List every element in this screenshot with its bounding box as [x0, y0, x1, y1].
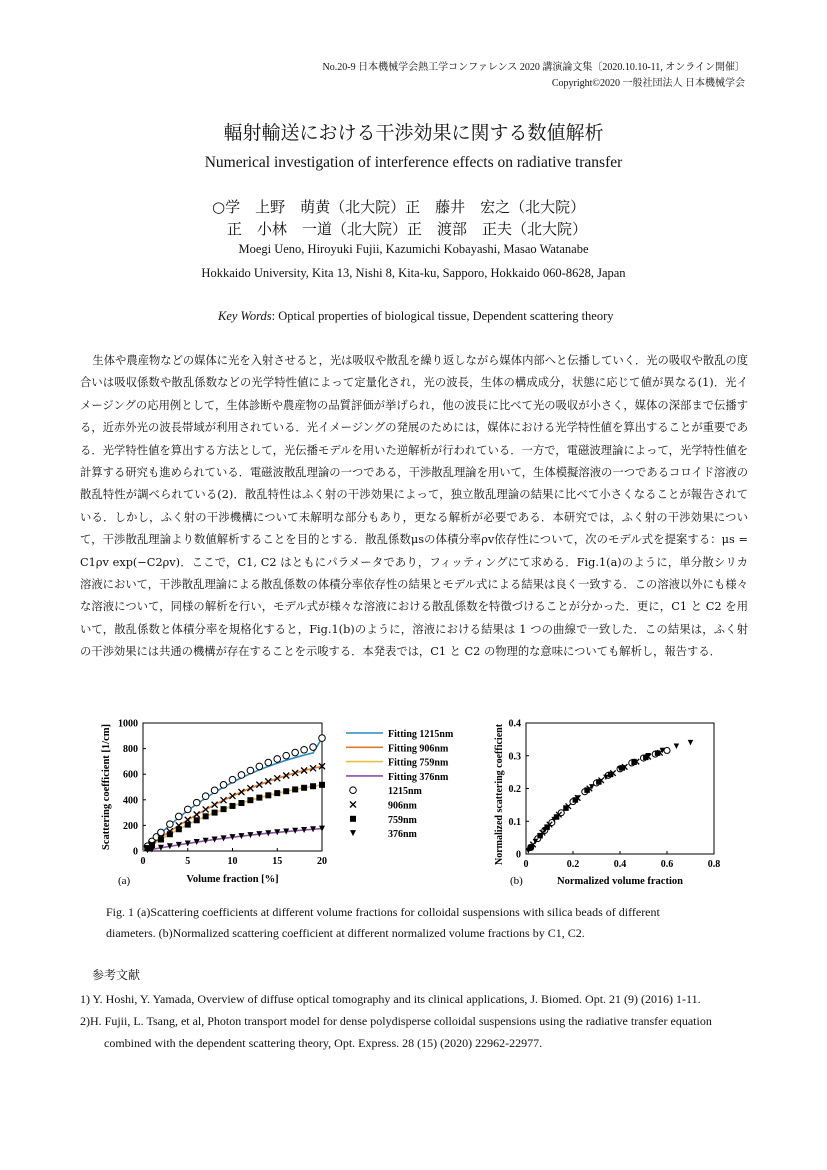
data-point-759nm — [310, 783, 316, 789]
references-heading: 参考文献 — [92, 968, 141, 982]
x-tick-label-b: 0 — [523, 859, 529, 870]
data-point-b-759nm — [596, 779, 602, 785]
data-point-1215nm — [176, 813, 183, 820]
x-tick-label-a: 10 — [227, 856, 238, 867]
data-point-1215nm — [310, 744, 317, 751]
reference-item: 1) Y. Hoshi, Y. Yamada, Overview of diffuse optical tomography and its clinical applications, J. Biomed. Opt. 21 (9) (2016) 1-11. — [80, 992, 701, 1006]
data-point-906nm — [203, 806, 209, 812]
data-point-1215nm — [193, 799, 200, 806]
figure-1 — [96, 712, 736, 892]
data-point-759nm — [221, 806, 227, 812]
y-tick-label-a: 800 — [123, 744, 138, 756]
data-point-759nm — [238, 800, 244, 806]
data-point-759nm — [203, 813, 209, 819]
data-point-759nm — [292, 786, 298, 792]
authors-ja-line-2: 正 小林 一道（北大院）正 渡部 正夫（北大院） — [212, 220, 588, 238]
data-point-1215nm — [265, 759, 272, 766]
x-tick-label-a: 0 — [140, 856, 146, 867]
panel-label-b: (b) — [510, 875, 523, 887]
authors-japanese — [212, 196, 587, 240]
y-axis-label-a: Scattering coefficient [1/cm] — [101, 724, 112, 850]
legend-label: Fitting 376nm — [388, 771, 449, 783]
data-point-906nm — [230, 793, 236, 799]
data-point-b-1215nm — [664, 747, 670, 753]
legend-label: Fitting 1215nm — [388, 729, 454, 740]
data-point-759nm — [167, 831, 173, 837]
y-tick-label-a: 0 — [133, 846, 138, 858]
legend-marker-1215nm — [350, 787, 357, 794]
keywords-label: Key Words — [218, 309, 272, 323]
x-tick-label-b: 0.8 — [707, 859, 721, 870]
data-point-1215nm — [292, 749, 299, 756]
data-point-1215nm — [301, 746, 308, 753]
x-axis-label-a: Volume fraction [%] — [186, 874, 279, 885]
data-point-1215nm — [229, 776, 236, 783]
x-tick-label-b: 0.6 — [660, 859, 674, 870]
data-point-1215nm — [238, 772, 245, 779]
y-tick-label-b: 0.1 — [508, 816, 521, 828]
axes-b-frame — [526, 723, 714, 854]
data-point-1215nm — [256, 763, 263, 770]
data-point-1215nm — [167, 821, 174, 828]
header-line-1: No.20-9 日本機械学会熱工学コンファレンス 2020 講演論文集〔2020.10.10-11, オンライン開催〕 — [322, 62, 745, 73]
data-point-b-759nm — [537, 833, 543, 839]
y-tick-label-b: 0 — [516, 849, 521, 861]
x-tick-label-a: 20 — [317, 856, 327, 867]
y-tick-label-a: 200 — [123, 820, 138, 832]
legend-label: 759nm — [388, 814, 417, 826]
data-point-759nm — [256, 795, 262, 801]
data-point-1215nm — [319, 735, 326, 742]
data-point-906nm — [212, 802, 218, 808]
x-tick-label-b: 0.4 — [613, 859, 627, 870]
y-axis-label-b: Normalized scattering coefficient — [494, 723, 505, 866]
legend-label: Fitting 759nm — [388, 757, 449, 769]
data-point-b-759nm — [584, 787, 590, 793]
data-point-1215nm — [202, 793, 209, 800]
y-tick-label-b: 0.4 — [508, 718, 521, 730]
data-point-b-759nm — [608, 772, 614, 778]
data-point-b-376nm — [688, 740, 694, 746]
legend-label: 1215nm — [388, 786, 422, 798]
affiliation: Hokkaido University, Kita 13, Nishi 8, Kita-ku, Sapporo, Hokkaido 060-8628, Japan — [201, 266, 626, 280]
x-tick-label-a: 15 — [272, 856, 283, 867]
data-point-759nm — [158, 836, 164, 842]
y-tick-label-a: 400 — [123, 795, 138, 807]
caption-line-1: Fig. 1 (a)Scattering coefficients at different volume fractions for colloidal suspensions with silica beads of different — [106, 905, 660, 919]
data-point-759nm — [283, 788, 289, 794]
reference-item: 2)H. Fujii, L. Tsang, et al, Photon transport model for dense polydisperse colloidal suspensions using the radiative transfer equation combined with the dependent scattering theory, Opt. Express. 28 (15) (2020) 22962-22977. — [80, 1014, 712, 1050]
legend-marker-376nm — [350, 830, 356, 836]
y-tick-label-a: 1000 — [118, 718, 138, 730]
body-paragraph: 生体や農産物などの媒体に光を入射させると，光は吸収や散乱を繰り返しながら媒体内部へと伝播していく．光の吸収や散乱の度合いは吸収係数や散乱係数などの光学特性値によって定量化され，光の波長，生体の構成成分，状態に応じて値が異なる(1)．光イメージングの応用例として，生体診断や農産物の品質評価が挙げられ，他の波長に比べて光の吸収が小さく，媒体の深部まで伝播する，近赤外光の波長帯域が利用されている．光イメージングの発展のためには，媒体における光学特性値を算出することが重要である．光学特性値を算出する方法として，光伝播モデルを用いた逆解析が行われている．一方で，電磁波理論によって，光学特性値を計算する研究も進められている．電磁波散乱理論の一つである，干渉散乱理論を用いて，生体模擬溶液の一つであるコロイド溶液の散乱特性が調べられている(2)．散乱特性はふく射の干渉効果によって，独立散乱理論の結果に比べて小さくなることが報告されている．しかし，ふく射の干渉機構について未解明な部分もあり，更なる解析が必要である．本研究では，ふく射の干渉効果について，干渉散乱理論より数値解析することを目的とする．散乱係数μsの体積分率ρv依存性について，次のモデル式を提案する：μs = C1ρv exp(−C2ρv)．ここで，C1, C2 はともにパラメータであり，フィッティングにて求める．Fig.1(a)のように，単分散シリカ溶液において，干渉散乱理論による散乱係数の体積分率依存性の結果とモデル式による結果は良く一致する．この溶液以外にも様々な溶液について，同様の解析を行い，モデル式が様々な溶液における散乱係数を特徴づけることが分かった．更に，C1 と C2 を用いて，散乱係数と体積分率を規格化すると，Fig.1(b)のように，溶液における結果は 1 つの曲線で一致した．この結果は，ふく射の干渉効果には共通の機構が存在することを示唆する．本発表では，C1 と C2 の物理的な意味についても解析し，報告する． — [80, 354, 748, 659]
figure-svg — [96, 712, 736, 892]
data-point-906nm — [194, 812, 200, 818]
data-point-759nm — [301, 785, 307, 791]
panel-label-a: (a) — [118, 875, 131, 887]
data-point-1215nm — [211, 787, 218, 794]
series-line-fitting-759nm — [143, 785, 322, 851]
data-point-759nm — [265, 792, 271, 798]
data-point-b-376nm — [674, 744, 680, 750]
data-point-1215nm — [274, 756, 281, 763]
data-point-759nm — [319, 782, 325, 788]
title-japanese: 輻射輸送における干渉効果に関する数値解析 — [223, 122, 604, 144]
header-line-2: Copyright©2020 一般社団法人 日本機械学会 — [551, 78, 745, 89]
references-list — [80, 988, 740, 1054]
keywords-text: : Optical properties of biological tissue, Dependent scattering theory — [271, 309, 614, 323]
data-point-1215nm — [184, 806, 191, 813]
figure-caption — [106, 902, 726, 944]
data-point-759nm — [185, 822, 191, 828]
data-point-759nm — [194, 817, 200, 823]
authors-ja-line-1: ○学 上野 萌黄（北大院）正 藤井 宏之（北大院） — [212, 198, 586, 216]
data-point-b-759nm — [655, 750, 661, 756]
y-tick-label-a: 600 — [123, 769, 138, 781]
caption-line-2: diameters. (b)Normalized scattering coefficient at different normalized volume fractions by C1, C2. — [106, 926, 585, 940]
legend-marker-906nm — [350, 802, 356, 808]
legend-label: 376nm — [388, 829, 417, 841]
legend-marker-759nm — [350, 816, 356, 822]
data-point-759nm — [176, 826, 182, 832]
x-axis-label-b: Normalized volume fraction — [557, 876, 683, 887]
data-point-906nm — [221, 797, 227, 803]
y-tick-label-b: 0.3 — [508, 751, 521, 763]
keywords — [218, 309, 614, 324]
data-point-1215nm — [247, 767, 254, 774]
conference-header — [323, 60, 745, 92]
data-point-759nm — [230, 803, 236, 809]
legend-label: Fitting 906nm — [388, 743, 449, 755]
legend-label: 906nm — [388, 800, 417, 812]
data-point-759nm — [247, 797, 253, 803]
x-tick-label-a: 5 — [185, 856, 191, 867]
data-point-1215nm — [283, 752, 290, 759]
data-point-759nm — [212, 810, 218, 816]
y-tick-label-b: 0.2 — [508, 784, 521, 795]
title-english: Numerical investigation of interference effects on radiative transfer — [204, 154, 623, 171]
authors-english: Moegi Ueno, Hiroyuki Fujii, Kazumichi Kobayashi, Masao Watanabe — [238, 242, 589, 256]
data-point-1215nm — [220, 782, 227, 789]
data-point-759nm — [274, 790, 280, 796]
x-tick-label-b: 0.2 — [566, 859, 580, 870]
